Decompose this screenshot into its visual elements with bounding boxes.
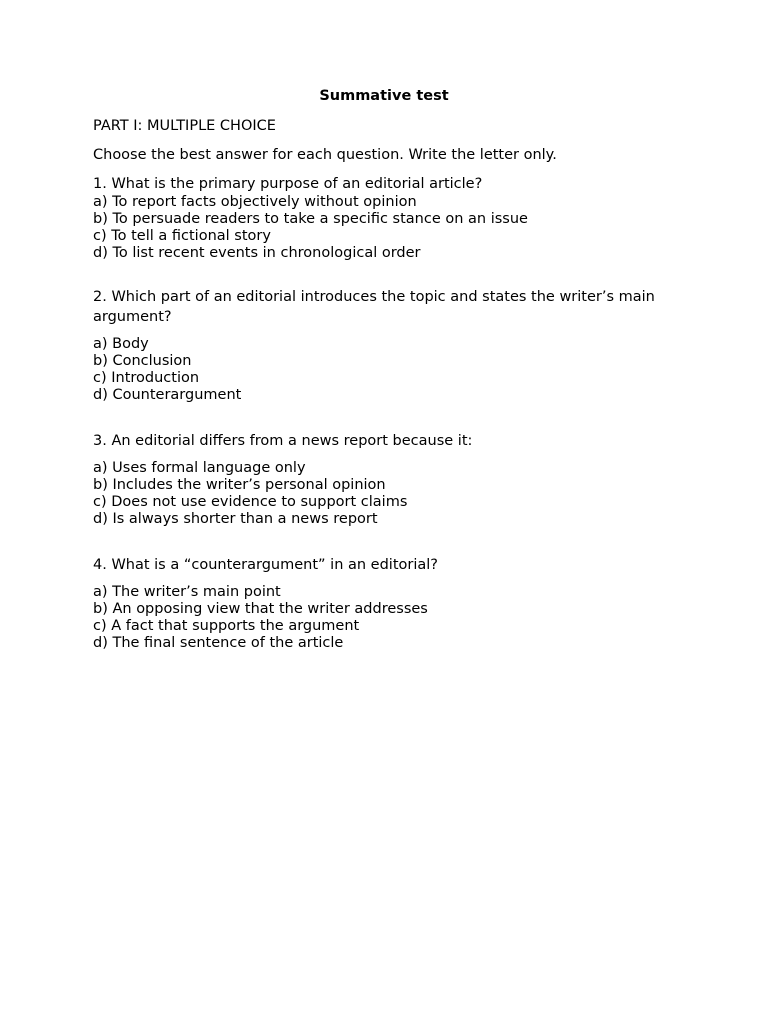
question-text: 2. Which part of an editorial introduces the topic and states the writer’s main argument?	[93, 289, 655, 325]
option-c: c) Does not use evidence to support claims	[93, 494, 408, 510]
option-b: b) Includes the writer’s personal opinion	[93, 477, 386, 493]
option-d: d) Is always shorter than a news report	[93, 511, 378, 527]
option-list	[93, 194, 673, 262]
instructions: Choose the best answer for each question. Write the letter only.	[93, 147, 557, 163]
question-2	[93, 287, 673, 404]
option-d: d) The final sentence of the article	[93, 635, 344, 651]
option-a: a) To report facts objectively without opinion	[93, 194, 417, 210]
option-b: b) An opposing view that the writer addresses	[93, 601, 428, 617]
option-c: c) Introduction	[93, 370, 200, 386]
option-d: d) To list recent events in chronological order	[93, 245, 421, 261]
document-page	[93, 86, 673, 652]
question-4	[93, 555, 673, 652]
document-title: Summative test	[319, 88, 449, 104]
part-heading: PART I: MULTIPLE CHOICE	[93, 118, 276, 134]
question-text: 3. An editorial differs from a news report because it:	[93, 433, 473, 449]
option-a: a) The writer’s main point	[93, 584, 281, 600]
option-list	[93, 336, 673, 404]
option-a: a) Body	[93, 336, 149, 352]
option-b: b) Conclusion	[93, 353, 192, 369]
question-3	[93, 431, 673, 528]
question-text: 4. What is a “counterargument” in an editorial?	[93, 557, 438, 573]
option-list	[93, 584, 673, 652]
question-1	[93, 174, 673, 262]
option-list	[93, 460, 673, 528]
option-d: d) Counterargument	[93, 387, 242, 403]
option-c: c) To tell a fictional story	[93, 228, 271, 244]
option-a: a) Uses formal language only	[93, 460, 306, 476]
option-c: c) A fact that supports the argument	[93, 618, 360, 634]
option-b: b) To persuade readers to take a specific stance on an issue	[93, 211, 528, 227]
question-text: 1. What is the primary purpose of an editorial article?	[93, 176, 483, 192]
